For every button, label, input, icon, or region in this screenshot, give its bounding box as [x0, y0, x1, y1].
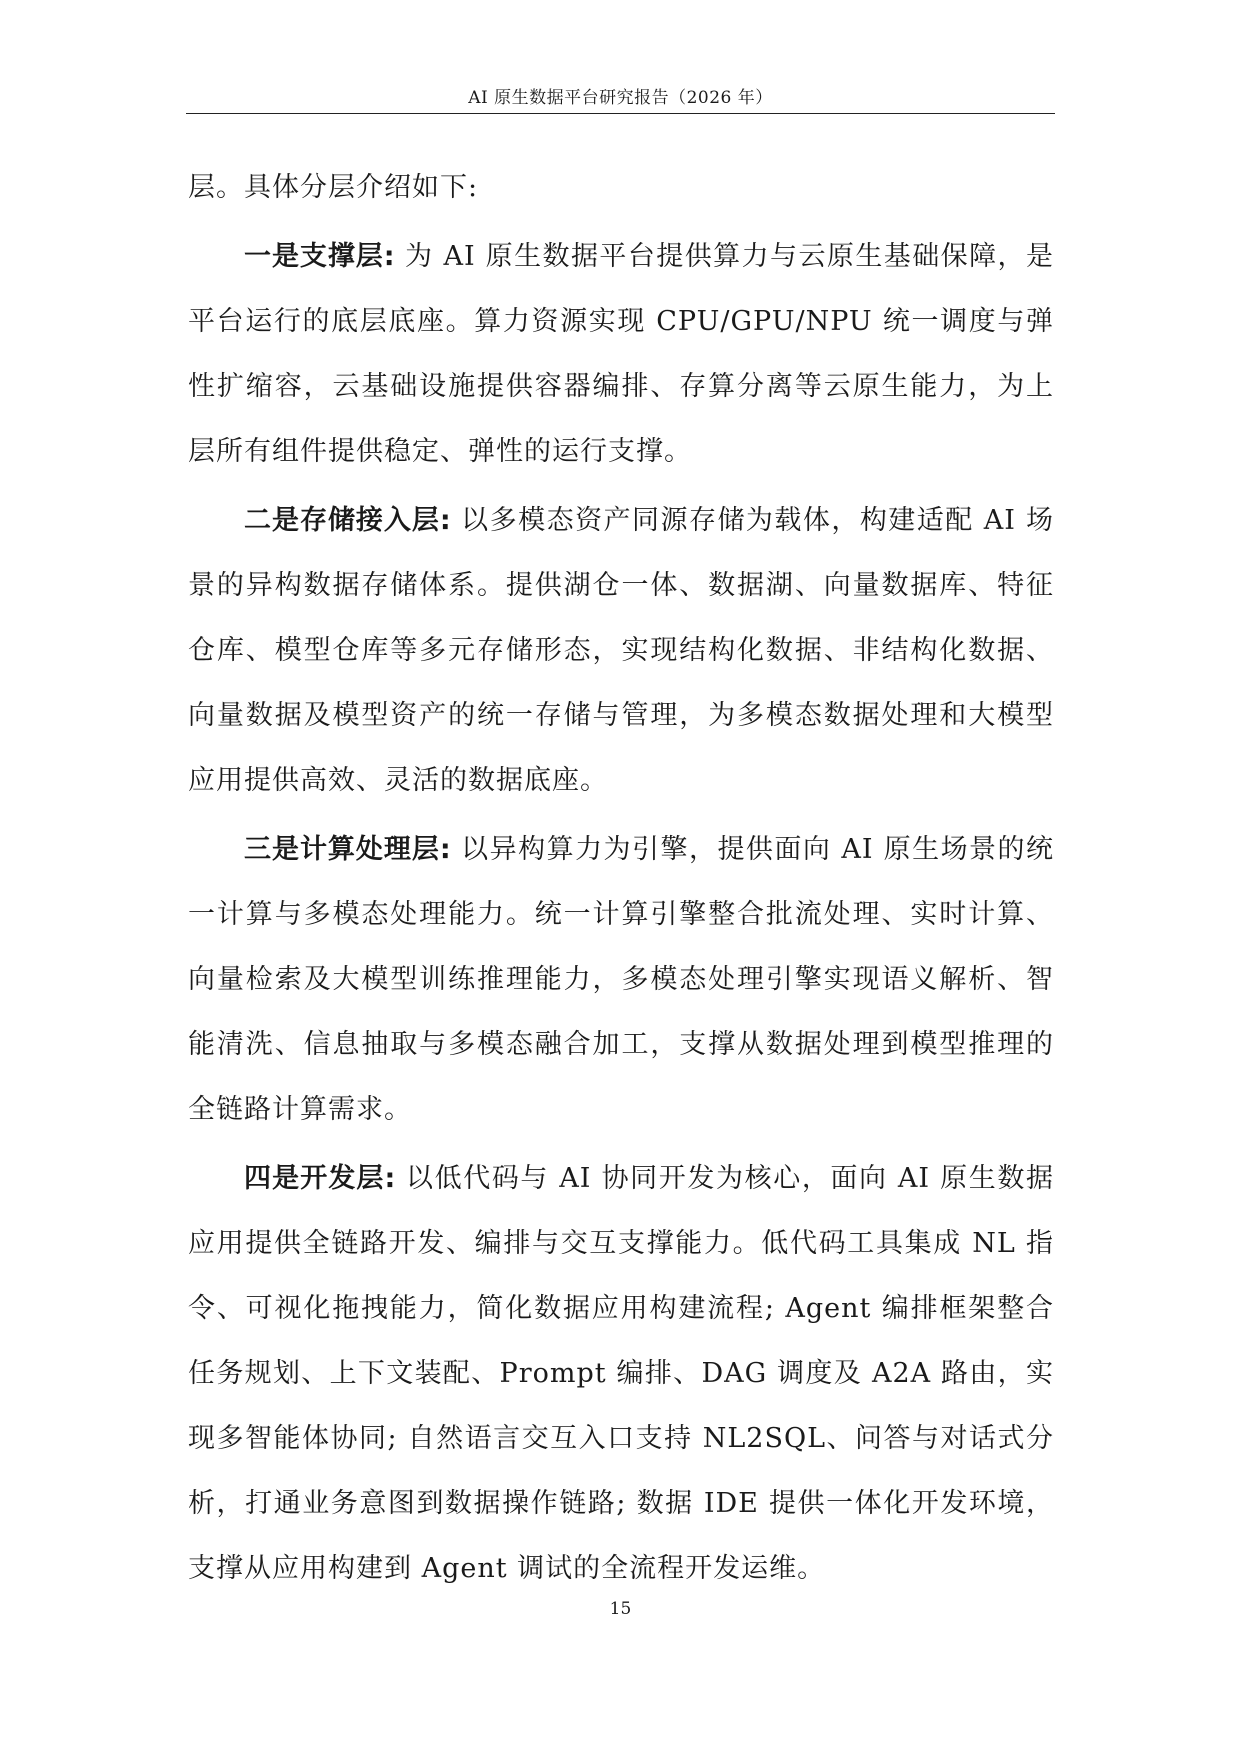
running-header: AI 原生数据平台研究报告（2026 年） [468, 88, 773, 108]
section-heading: 三是计算处理层: [244, 834, 452, 865]
page-number: 15 [609, 1599, 632, 1619]
section-heading: 一是支撑层: [244, 241, 395, 272]
section-text: 为 AI 原生数据平台提供算力与云原生基础保障，是平台运行的底层底座。算力资源实现 CPU/GPU/NPU 统一调度与弹性扩缩容，云基础设施提供容器编排、存算分离等云原生能力，为上层所有组件提供稳定、弹性的运行支撑。 [188, 241, 1054, 467]
section-text: 以异构算力为引擎，提供面向 AI 原生场景的统一计算与多模态处理能力。统一计算引擎整合批流处理、实时计算、向量检索及大模型训练推理能力，多模态处理引擎实现语义解析、智能清洗、信息抽取与多模态融合加工，支撑从数据处理到模型推理的全链路计算需求。 [188, 834, 1054, 1125]
section-text: 以低代码与 AI 协同开发为核心，面向 AI 原生数据应用提供全链路开发、编排与交互支撑能力。低代码工具集成 NL 指令、可视化拖拽能力，简化数据应用构建流程; Agent 编排框架整合任务规划、上下文装配、Prompt 编排、DAG 调度及 A2A 路由，实现多智能体协同; 自然语言交互入口支持 NL2SQL、问答与对话式分析，打通业务意图到数据操作链路; 数据 IDE 提供一体化开发环境，支撑从应用构建到 Agent 调试的全流程开发运维。 [188, 1163, 1054, 1584]
section-compute-layer [188, 817, 1054, 1142]
section-text: 以多模态资产同源存储为载体，构建适配 AI 场景的异构数据存储体系。提供湖仓一体、数据湖、向量数据库、特征仓库、模型仓库等多元存储形态，实现结构化数据、非结构化数据、向量数据及模型资产的统一存储与管理，为多模态数据处理和大模型应用提供高效、灵活的数据底座。 [188, 505, 1054, 796]
section-heading: 二是存储接入层: [244, 505, 452, 536]
body-text [188, 155, 1054, 1605]
intro-paragraph: 层。具体分层介绍如下: [188, 172, 479, 203]
section-development-layer [188, 1146, 1054, 1601]
section-support-layer [188, 224, 1054, 484]
section-storage-layer [188, 488, 1054, 813]
section-heading: 四是开发层: [244, 1163, 396, 1194]
header-divider [186, 113, 1055, 114]
